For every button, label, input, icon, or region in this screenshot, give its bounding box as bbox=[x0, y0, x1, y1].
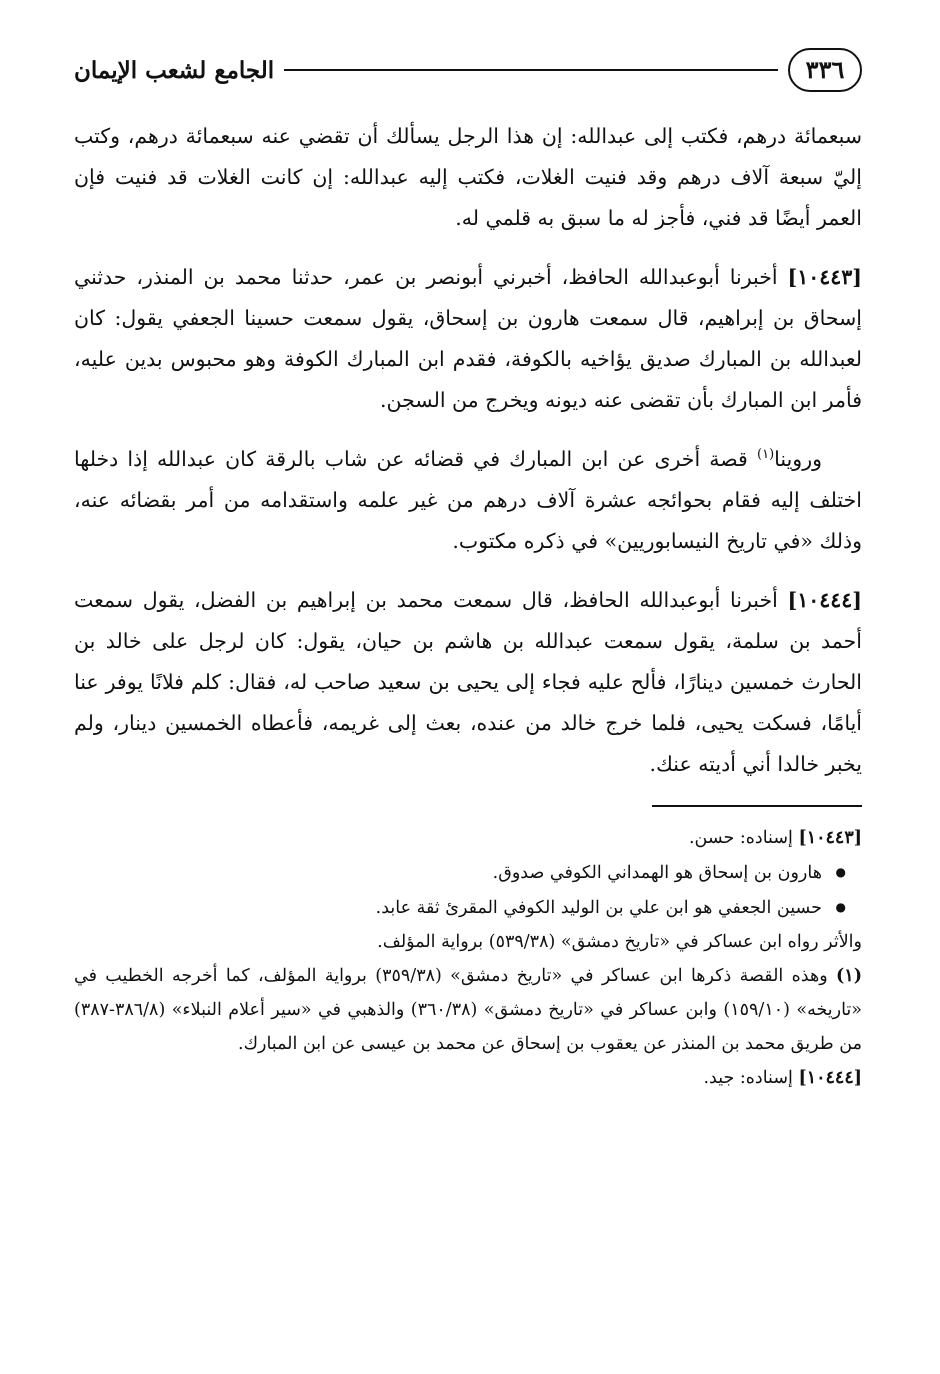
narration-number: [١٠٤٤٣] bbox=[787, 265, 862, 289]
paragraph-text: قصة أخرى عن ابن المبارك في قضائه عن شاب بالرقة كان عبدالله إذا دخلها اختلف إليه فقام بحوائجه عشرة آلاف درهم من غير علمه واستقدامه من أمر بقضائه عنه، وذلك «في تاريخ النيسابوريين» في ذكره مكتوب. bbox=[74, 447, 862, 553]
main-text bbox=[74, 116, 862, 785]
paragraph-text: سبعمائة درهم، فكتب إلى عبدالله: إن هذا الرجل يسألك أن تقضي عنه سبعمائة درهم، وكتب إليّ سبعة آلاف درهم وقد فنيت الغلات، فكتب إليه عبدالله: إن كانت الغلات قد فنيت فإن العمر أيضًا قد فني، فأجز له ما سبق به قلمي له. bbox=[74, 124, 862, 230]
footnote-separator bbox=[652, 805, 862, 807]
footnote-bullet-item bbox=[74, 855, 862, 890]
footnote-10444 bbox=[74, 1061, 862, 1095]
footnote-source bbox=[74, 925, 862, 959]
narration-10443 bbox=[74, 257, 862, 421]
paragraph-continuation bbox=[74, 116, 862, 239]
paragraph-riwaya bbox=[74, 439, 862, 562]
running-header bbox=[74, 38, 862, 102]
footnote-number: (١) bbox=[836, 966, 862, 986]
footnote-10443 bbox=[74, 821, 862, 855]
narration-text: أخبرنا أبوعبدالله الحافظ، أخبرني أبونصر بن عمر، حدثنا محمد بن المنذر، حدثني إسحاق بن إبراهيم، قال سمعت هارون بن إسحاق، يقول سمعت حسينا الجعفي يقول: كان لعبدالله بن المبارك صديق يؤاخيه بالكوفة، فقدم ابن المبارك الكوفة وهو محبوس بدين عليه، فأمر ابن المبارك بأن تقضى عنه ديونه ويخرج من السجن. bbox=[74, 265, 862, 412]
narration-text: أخبرنا أبوعبدالله الحافظ، قال سمعت محمد بن إبراهيم بن الفضل، يقول سمعت أحمد بن سلمة، يقول سمعت عبدالله بن هاشم بن حيان، يقول: كان لرجل على خالد بن الحارث خمسين دينارًا، فألح عليه فجاء إلى يحيى بن سعيد صاحب له، فقال: كلم فلانًا يوفر عنا أيامًا، فسكت يحيى، فلما خرج خالد من عنده، بعث إلى غريمه، فأعطاه الخمسين دينار، ولم يخبر خالدا أني أديته عنك. bbox=[74, 588, 862, 776]
footnote-number: [١٠٤٤٤] bbox=[798, 1068, 862, 1088]
footnote-text: وهذه القصة ذكرها ابن عساكر في «تاريخ دمشق» (٣٥٩/٣٨) برواية المؤلف، كما أخرجه الخطيب في «تاريخه» (١٥٩/١٠) وابن عساكر في «تاريخ دمشق» (٣٦٠/٣٨) والذهبي في «سير أعلام النبلاء» (٣٨٦/٨-٣٨٧) من طريق محمد بن المنذر عن يعقوب بن إسحاق عن محمد بن عيسى عن ابن المبارك. bbox=[74, 966, 863, 1054]
narration-number: [١٠٤٤٤] bbox=[787, 588, 862, 612]
page-number: ٣٣٦ bbox=[788, 48, 862, 92]
narration-10444 bbox=[74, 580, 862, 785]
footnote-bullet-item bbox=[74, 890, 862, 925]
footnote-1 bbox=[74, 959, 862, 1061]
header-rule bbox=[284, 69, 778, 71]
running-title: الجامع لشعب الإيمان bbox=[74, 56, 275, 84]
footnote-number: [١٠٤٤٣] bbox=[798, 828, 862, 848]
footnote-text: إسناده: جيد. bbox=[703, 1068, 793, 1088]
footnotes bbox=[74, 821, 862, 1095]
footnote-text: والأثر رواه ابن عساكر في «تاريخ دمشق» (٥٣٩/٣٨) برواية المؤلف. bbox=[377, 932, 862, 952]
footnote-text: إسناده: حسن. bbox=[688, 828, 793, 848]
footnote-text: حسين الجعفي هو ابن علي بن الوليد الكوفي المقرئ ثقة عابد. bbox=[375, 898, 822, 918]
paragraph-lead-word: وروينا bbox=[774, 447, 822, 471]
footnote-text: هارون بن إسحاق هو الهمداني الكوفي صدوق. bbox=[492, 863, 822, 883]
footnote-reference: (١) bbox=[757, 447, 775, 463]
